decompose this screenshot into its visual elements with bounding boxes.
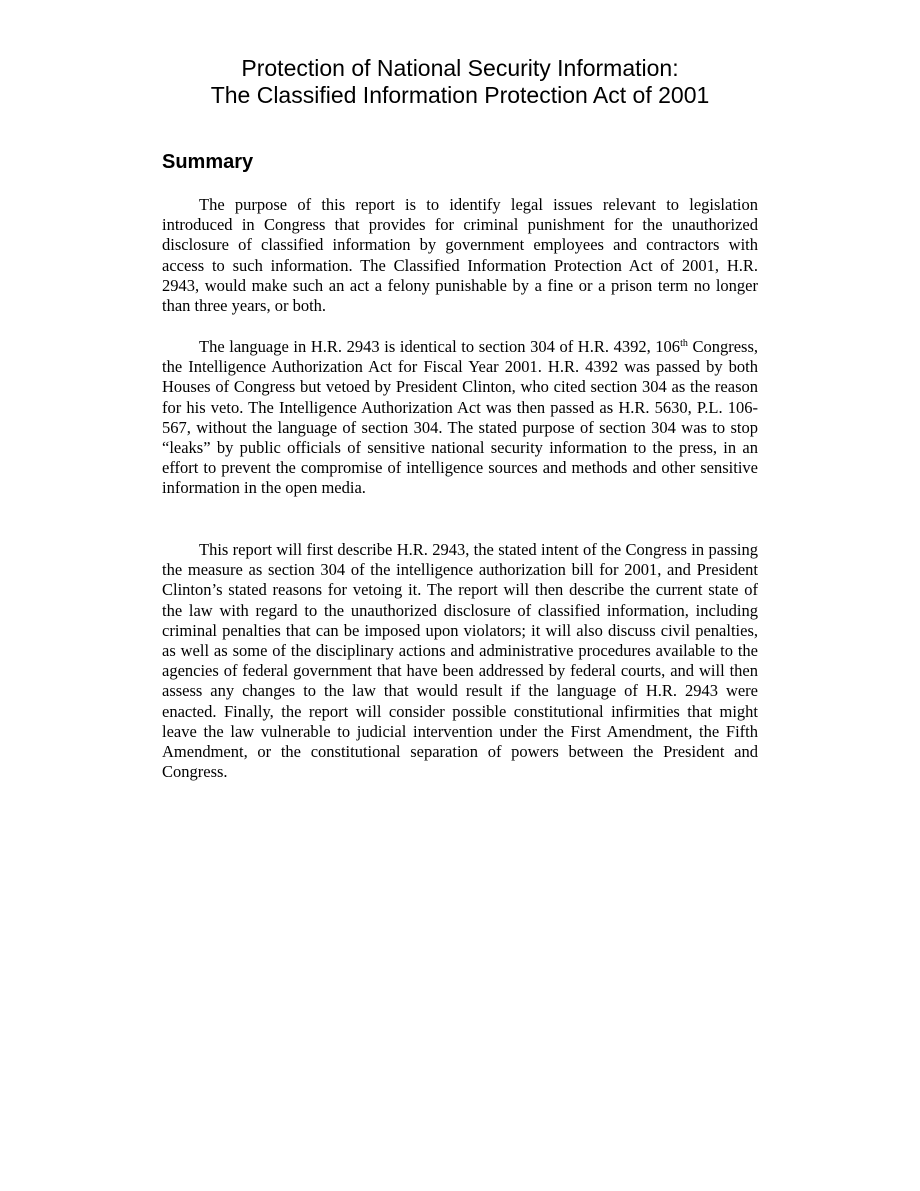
section-heading-summary: Summary [162, 151, 254, 173]
title-line-1: Protection of National Security Information: [241, 55, 679, 81]
paragraph-2-text-b: Congress, the Intelligence Authorization Act for Fiscal Year 2001. H.R. 4392 was passed by both Houses of Congress but vetoed by President Clinton, who cited section 304 as the reason for his veto. The Intelligence Authorization Act was then passed as H.R. 5630, P.L. 106-567, without the language of section 304. The stated purpose of section 304 was to stop “leaks” by public officials of sensitive national security information to the press, in an effort to prevent the compromise of intelligence sources and methods and other sensitive information in the open media. [162, 337, 758, 498]
summary-paragraph-2 [162, 337, 758, 499]
ordinal-superscript: th [680, 338, 688, 349]
paragraph-2-text-a: The language in H.R. 2943 is identical to section 304 of H.R. 4392, 106 [199, 337, 681, 356]
title-line-2: The Classified Information Protection Act of 2001 [210, 82, 710, 108]
summary-paragraph-3: This report will first describe H.R. 2943, the stated intent of the Congress in passing the measure as section 304 of the intelligence authorization bill for 2001, and President Clinton’s stated reasons for vetoing it. The report will then describe the current state of the law with regard to the unauthorized disclosure of classified information, including criminal penalties that can be imposed upon violators; it will also discuss civil penalties, as well as some of the disciplinary actions and administrative procedures available to the agencies of federal government that have been addressed by federal courts, and will then assess any changes to the law that would result if the language of H.R. 2943 were enacted. Finally, the report will consider possible constitutional infirmities that might leave the law vulnerable to judicial intervention under the First Amendment, the Fifth Amendment, or the constitutional separation of powers between the President and Congress. [162, 540, 758, 782]
document-title [0, 55, 920, 109]
summary-paragraph-1: The purpose of this report is to identify legal issues relevant to legislation introduced in Congress that provides for criminal punishment for the unauthorized disclosure of classified information by government employees and contractors with access to such information. The Classified Information Protection Act of 2001, H.R. 2943, would make such an act a felony punishable by a fine or a prison term no longer than three years, or both. [162, 195, 758, 316]
